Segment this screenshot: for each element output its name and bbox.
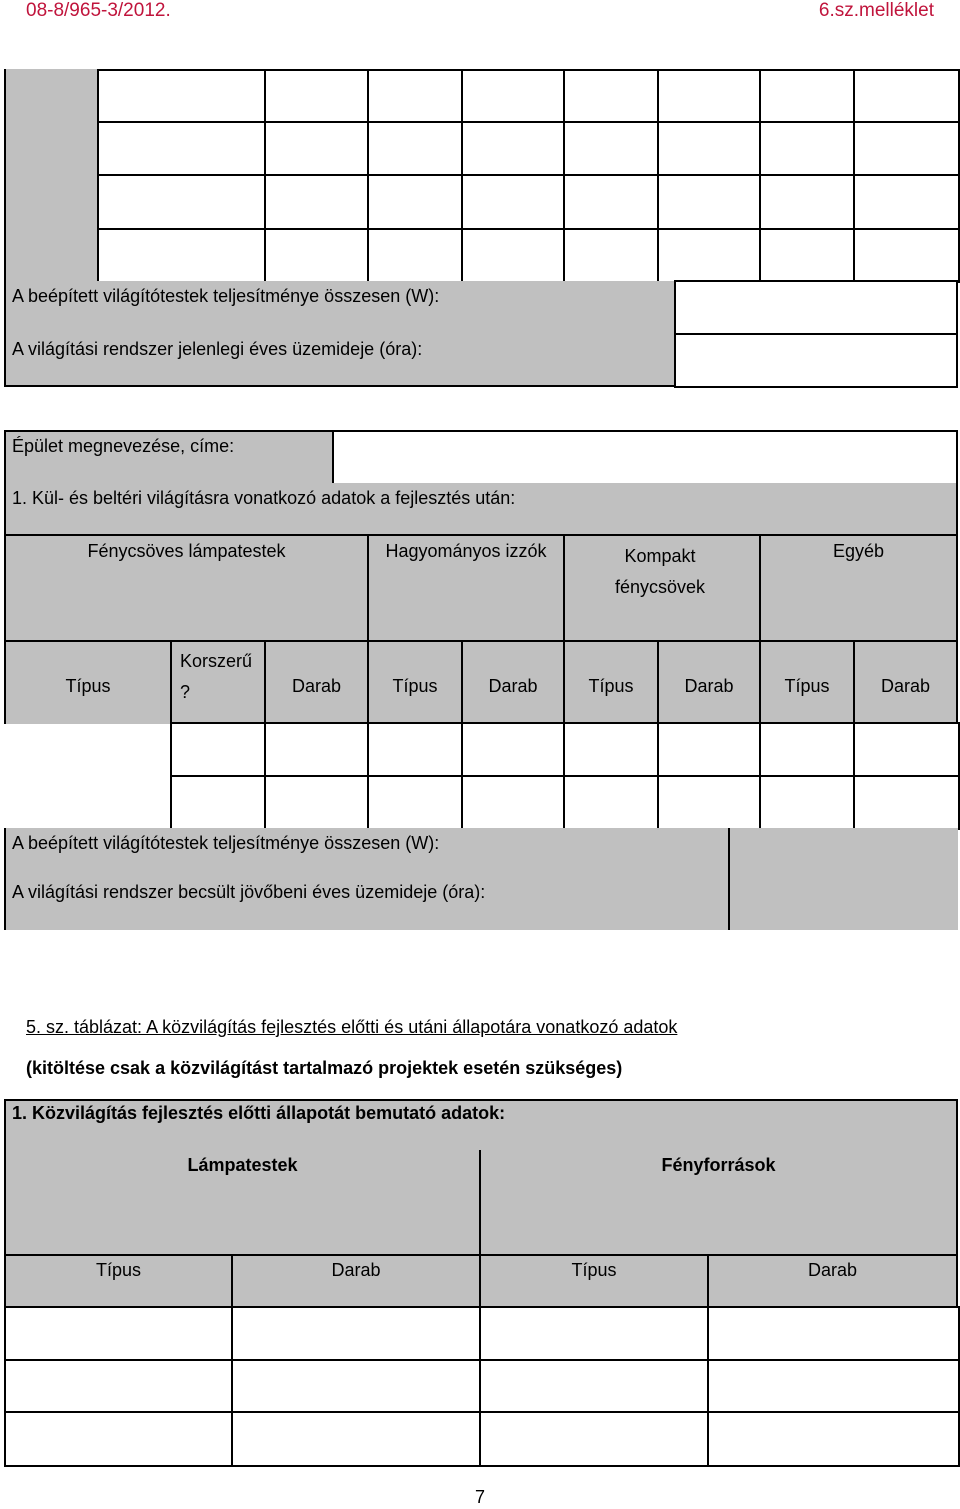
col-tipus: Típus xyxy=(588,676,634,696)
col-darab: Darab xyxy=(880,676,931,696)
group-fluorescent: Fénycsöves lámpatestek xyxy=(87,541,286,561)
prev-table-cell[interactable] xyxy=(264,69,369,123)
col-darab: Darab xyxy=(488,676,538,696)
after-data-cell[interactable] xyxy=(853,775,960,830)
t5-col-tipus: Típus xyxy=(571,1260,617,1280)
after-data-cell[interactable] xyxy=(367,722,463,777)
after-data-cell[interactable] xyxy=(563,775,659,830)
after-data-cell[interactable] xyxy=(264,775,369,830)
page-number: 7 xyxy=(474,1487,485,1507)
col-darab: Darab xyxy=(291,676,342,696)
after-data-cell[interactable] xyxy=(461,775,565,830)
prev-table-cell[interactable] xyxy=(367,121,463,176)
prev-table-cell[interactable] xyxy=(657,174,761,230)
after-data-cell[interactable] xyxy=(461,722,565,777)
table5-data-cell[interactable] xyxy=(707,1306,960,1361)
grid-line xyxy=(4,1254,958,1256)
prev-table-cell[interactable] xyxy=(853,174,960,230)
prev-table-cell[interactable] xyxy=(759,174,855,230)
table5-data-cell[interactable] xyxy=(4,1359,233,1413)
table5-data-cell[interactable] xyxy=(479,1306,709,1361)
prev-table-cell[interactable] xyxy=(563,228,659,283)
after-data-cell[interactable] xyxy=(264,722,369,777)
prev-table-cell[interactable] xyxy=(264,121,369,176)
col-korszeru: Korszerű ? xyxy=(180,651,253,702)
document-number: 08-8/965-3/2012. xyxy=(26,0,171,21)
group-compact: Kompakt fénycsövek xyxy=(614,546,706,597)
prev-table-cell[interactable] xyxy=(97,228,266,283)
prev-table-cell[interactable] xyxy=(97,174,266,230)
prev-table-cell[interactable] xyxy=(853,69,960,123)
table5-data-cell[interactable] xyxy=(231,1306,481,1361)
after-summary-value-area[interactable] xyxy=(728,828,958,930)
total-power-value-field[interactable] xyxy=(674,280,958,335)
col-tipus: Típus xyxy=(784,676,830,696)
prev-table-cell[interactable] xyxy=(759,121,855,176)
grid-line xyxy=(4,69,6,281)
after-data-cell[interactable] xyxy=(657,722,761,777)
prev-table-cell[interactable] xyxy=(657,121,761,176)
prev-table-cell[interactable] xyxy=(367,228,463,283)
after-data-cell[interactable] xyxy=(657,775,761,830)
table5-data-cell[interactable] xyxy=(479,1411,709,1467)
group-incandescent: Hagyományos izzók xyxy=(385,541,547,561)
table5-note: (kitöltése csak a közvilágítást tartalmazó projektek esetén szükséges) xyxy=(26,1058,623,1078)
after-data-cell[interactable] xyxy=(563,722,659,777)
prev-table-cell[interactable] xyxy=(461,174,565,230)
after-data-cell[interactable] xyxy=(367,775,463,830)
future-hours-label: A világítási rendszer becsült jövőbeni éves üzemideje (óra): xyxy=(12,882,486,902)
total-power-label-after: A beépített világítótestek teljesítménye összesen (W): xyxy=(12,833,440,853)
prev-table-cell[interactable] xyxy=(97,69,266,123)
total-power-label: A beépített világítótestek teljesítménye összesen (W): xyxy=(12,286,440,306)
col-darab: Darab xyxy=(684,676,734,696)
grid-line xyxy=(4,640,958,642)
attachment-label: 6.sz.melléklet xyxy=(818,0,934,21)
prev-table-cell[interactable] xyxy=(759,228,855,283)
after-data-cell[interactable] xyxy=(759,722,855,777)
building-label: Épület megnevezése, címe: xyxy=(12,436,235,456)
section-after-title: 1. Kül- és beltéri világításra vonatkozó adatok a fejlesztés után: xyxy=(12,488,516,508)
col-tipus: Típus xyxy=(392,676,438,696)
prev-table-cell[interactable] xyxy=(657,69,761,123)
prev-table-cell[interactable] xyxy=(264,228,369,283)
prev-table-cell[interactable] xyxy=(563,69,659,123)
table5-data-cell[interactable] xyxy=(707,1359,960,1413)
t5-col-darab: Darab xyxy=(807,1260,858,1280)
prev-table-cell[interactable] xyxy=(367,69,463,123)
col-tipus: Típus xyxy=(65,676,111,696)
prev-table-cell[interactable] xyxy=(264,174,369,230)
table5-data-cell[interactable] xyxy=(707,1411,960,1467)
prev-table-cell[interactable] xyxy=(759,69,855,123)
after-data-cell[interactable] xyxy=(170,722,266,777)
prev-table-cell[interactable] xyxy=(461,69,565,123)
group-other: Egyéb xyxy=(832,541,885,561)
t5-col-tipus: Típus xyxy=(95,1260,142,1280)
prev-table-cell[interactable] xyxy=(461,121,565,176)
table5-data-cell[interactable] xyxy=(4,1306,233,1361)
table5-data-cell[interactable] xyxy=(4,1411,233,1467)
after-data-cell[interactable] xyxy=(853,722,960,777)
prev-table-cell[interactable] xyxy=(367,174,463,230)
table5-data-cell[interactable] xyxy=(231,1411,481,1467)
group-lamps: Lámpatestek xyxy=(187,1155,298,1175)
prev-table-cell[interactable] xyxy=(563,121,659,176)
table5-caption: 5. sz. táblázat: A közvilágítás fejlesztés előtti és utáni állapotára vonatkozó adatok xyxy=(26,1017,678,1037)
current-hours-label: A világítási rendszer jelenlegi éves üzemideje (óra): xyxy=(12,339,423,359)
grid-line xyxy=(170,640,172,724)
group-light-sources: Fényforrások xyxy=(661,1155,776,1175)
t5-col-darab: Darab xyxy=(331,1260,381,1280)
prev-table-cell[interactable] xyxy=(563,174,659,230)
table5-data-cell[interactable] xyxy=(479,1359,709,1413)
prev-table-cell[interactable] xyxy=(97,121,266,176)
table5-data-cell[interactable] xyxy=(231,1359,481,1413)
current-hours-value-field[interactable] xyxy=(674,333,958,388)
after-data-cell[interactable] xyxy=(170,775,266,830)
prev-table-cell[interactable] xyxy=(853,121,960,176)
prev-table-cell[interactable] xyxy=(461,228,565,283)
prev-table-cell[interactable] xyxy=(657,228,761,283)
table5-section-title: 1. Közvilágítás fejlesztés előtti állapotát bemutató adatok: xyxy=(12,1103,506,1123)
after-data-cell[interactable] xyxy=(759,775,855,830)
building-value-field[interactable] xyxy=(332,430,958,485)
prev-table-cell[interactable] xyxy=(853,228,960,283)
